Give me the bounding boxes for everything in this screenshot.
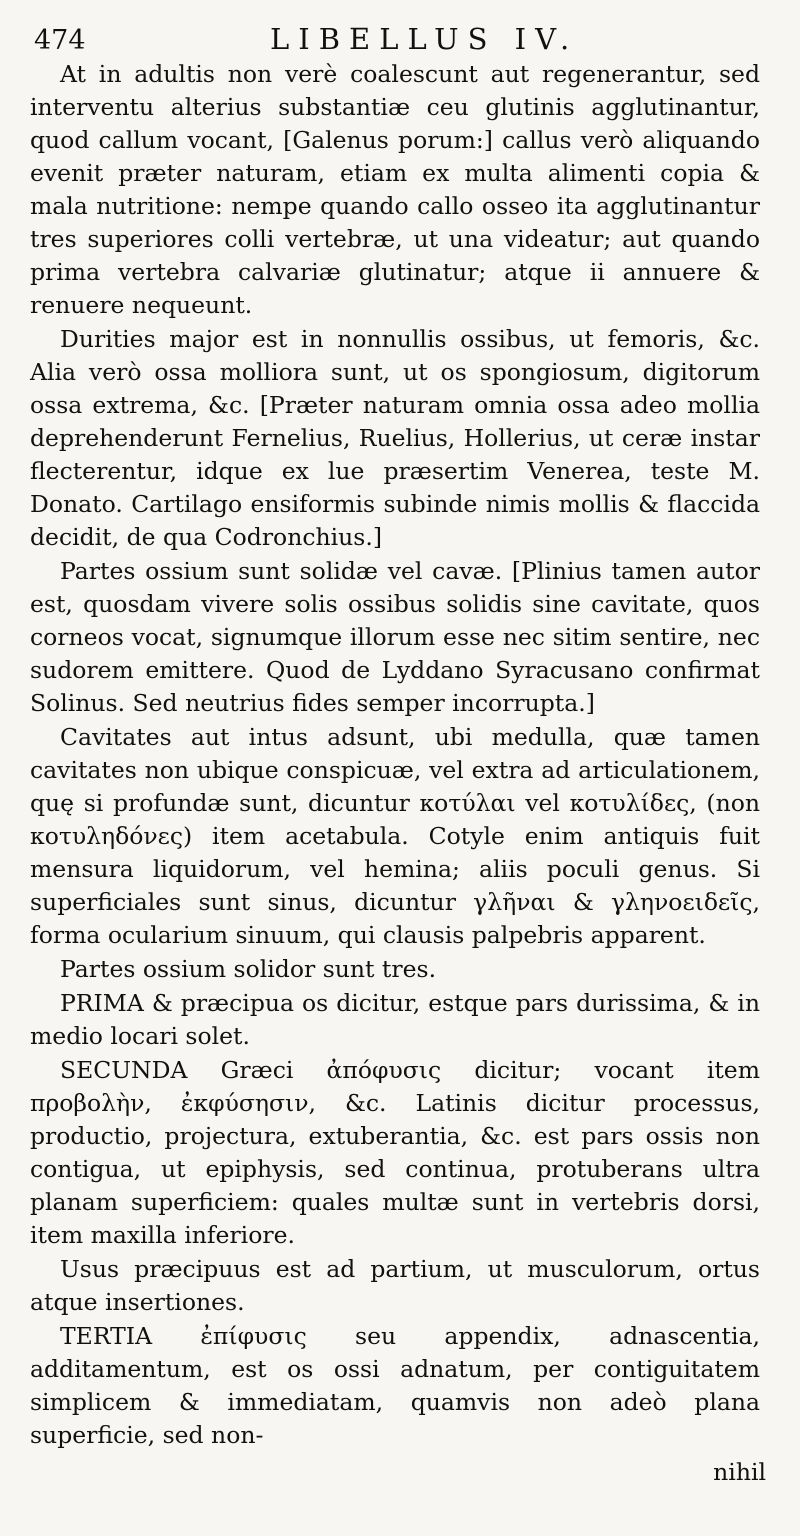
body-text <box>30 58 760 1452</box>
paragraph-partes-solidor: Partes ossium solidor sunt tres. <box>60 955 437 983</box>
paragraph-durities: Durities major est in nonnullis ossibus, ut femoris, &c. Alia verò ossa molliora sunt, ut os spongiosum, digitorum ossa extrema, &c. [Præter naturam omnia ossa adeo mollia deprehenderunt Fernelius, Ruelius, Hollerius, ut ceræ instar flecterentur, idque ex lue præsertim Venerea, teste M. Donato. Cartilago ensiformis subinde nimis mollis & flaccida decidit, de qua Codronchius.] <box>30 325 760 551</box>
paragraph-partes-ossium: Partes ossium sunt solidæ vel cavæ. [Plinius tamen autor est, quosdam vivere solis ossibus solidis sine cavitate, quos corneos vocat, signumque illorum esse nec sitim sentire, nec sudorem emittere. Quod de Lyddano Syracusano confirmat Solinus. Sed neutrius fides semper incorrupta.] <box>30 557 760 717</box>
paragraph-callus: At in adultis non verè coalescunt aut regenerantur, sed interventu alterius substantiæ ceu glutinis agglutinantur, quod callum vocant, [Galenus porum:] callus verò aliquando evenit præter naturam, etiam ex multa alimenti copia & mala nutritione: nempe quando callo osseo ita agglutinantur tres superiores colli vertebræ, ut una videatur; aut quando prima vertebra calvariæ glutinatur; atque ii annuere & renuere nequeunt. <box>30 60 760 319</box>
catchword: nihil <box>713 1458 766 1486</box>
paragraph-prima: PRIMA & præcipua os dicitur, estque pars durissima, & in medio locari solet. <box>30 989 760 1050</box>
page-header <box>30 16 760 58</box>
paragraph-secunda: SECUNDA Græci ἀπόφυσις dicitur; vocant item προβολὴν, ἐκφύσησιν, &c. Latinis dicitur processus, productio, projectura, extuberantia, &c. est pars ossis non contigua, ut epiphysis, sed continua, protuberans ultra planam superficiem: quales multæ sunt in vertebris dorsi, item maxilla inferiore. <box>30 1056 760 1249</box>
paragraph-tertia: TERTIA ἐπίφυσις seu appendix, adnascentia, additamentum, est os ossi adnatum, per contiguitatem simplicem & immediatam, quamvis non adeò plana superficie, sed non- <box>30 1322 760 1449</box>
paragraph-usus: Usus præcipuus est ad partium, ut musculorum, ortus atque insertiones. <box>30 1255 760 1316</box>
running-title: LIBELLUS IV. <box>270 22 579 56</box>
page-number: 474 <box>34 25 86 56</box>
paragraph-cavitates: Cavitates aut intus adsunt, ubi medulla, quæ tamen cavitates non ubique conspicuæ, vel extra ad articulationem, quę si profundæ sunt, dicuntur κοτύλαι vel κοτυλίδες, (non κοτυληδόνες) item acetabula. Cotyle enim antiquis fuit mensura liquidorum, vel hemina; aliis poculi genus. Si superficiales sunt sinus, dicuntur γλῆναι & γληνοειδεῖς, forma ocularium sinuum, qui clausis palpebris apparent. <box>30 723 760 949</box>
